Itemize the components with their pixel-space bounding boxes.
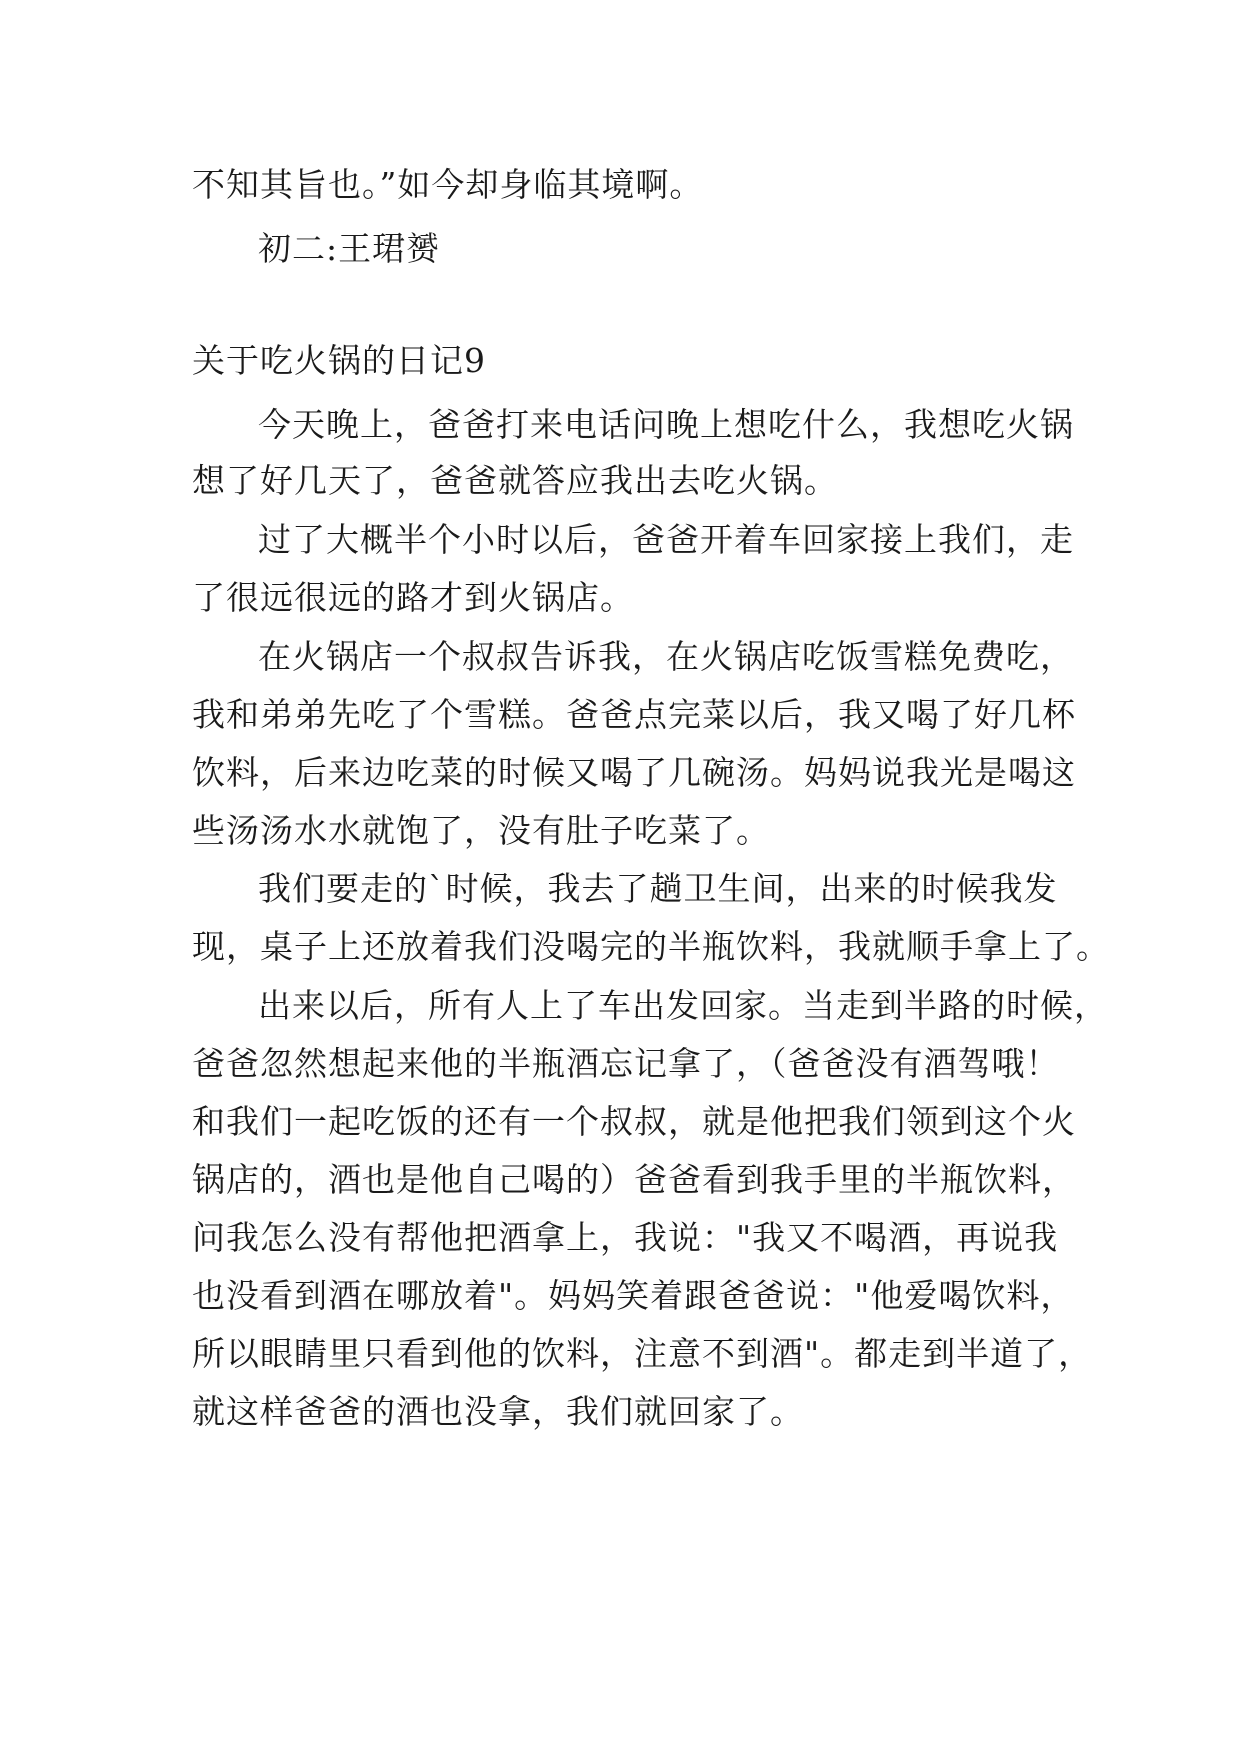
body-line: 爸爸忽然想起来他的半瓶酒忘记拿了，（爸爸没有酒驾哦！ xyxy=(192,1044,1060,1083)
body-line: 问我怎么没有帮他把酒拿上，我说："我又不喝酒，再说我 xyxy=(192,1218,1059,1257)
body-line: 我们要走的`时候，我去了趟卫生间，出来的时候我发 xyxy=(258,869,1058,908)
body-line: 锅店的，酒也是他自己喝的）爸爸看到我手里的半瓶饮料， xyxy=(192,1160,1076,1199)
body-line: 现，桌子上还放着我们没喝完的半瓶饮料，我就顺手拿上了。 xyxy=(192,927,1110,966)
body-line: 些汤汤水水就饱了，没有肚子吃菜了。 xyxy=(192,811,770,850)
body-line: 也没看到酒在哪放着"。妈妈笑着跟爸爸说："他爱喝饮料， xyxy=(192,1276,1075,1315)
previous-diary-author: 初二:王珺赟 xyxy=(258,229,441,268)
diary-title: 关于吃火锅的日记9 xyxy=(192,341,486,380)
body-line: 就这样爸爸的酒也没拿，我们就回家了。 xyxy=(192,1392,804,1431)
body-line: 和我们一起吃饭的还有一个叔叔，就是他把我们领到这个火 xyxy=(192,1102,1076,1141)
body-line: 想了好几天了，爸爸就答应我出去吃火锅。 xyxy=(192,461,838,500)
body-line: 我和弟弟先吃了个雪糕。爸爸点完菜以后，我又喝了好几杯 xyxy=(192,695,1076,734)
previous-diary-tail: 不知其旨也。”如今却身临其境啊。 xyxy=(192,165,704,204)
body-line: 出来以后，所有人上了车出发回家。当走到半路的时候， xyxy=(258,986,1108,1025)
body-line: 了很远很远的路才到火锅店。 xyxy=(192,578,634,617)
body-line: 今天晚上，爸爸打来电话问晚上想吃什么，我想吃火锅 xyxy=(258,405,1074,444)
body-line: 在火锅店一个叔叔告诉我，在火锅店吃饭雪糕免费吃， xyxy=(258,637,1074,676)
body-line: 所以眼睛里只看到他的饮料，注意不到酒"。都走到半道了， xyxy=(192,1334,1093,1373)
body-line: 饮料，后来边吃菜的时候又喝了几碗汤。妈妈说我光是喝这 xyxy=(192,753,1076,792)
body-line: 过了大概半个小时以后，爸爸开着车回家接上我们，走 xyxy=(258,520,1074,559)
